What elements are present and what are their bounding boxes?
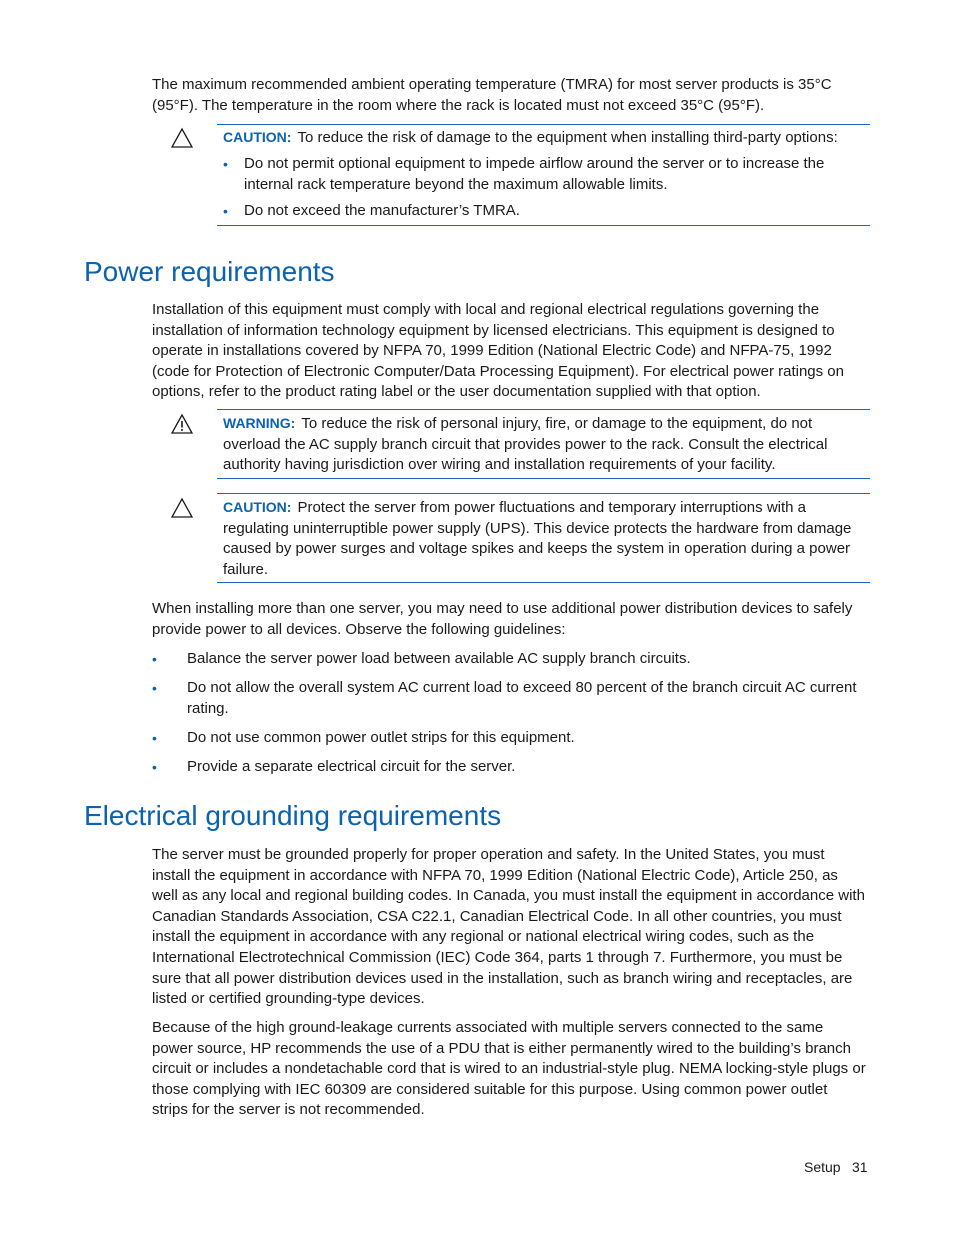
grounding-paragraph-2: Because of the high ground-leakage currents associated with multiple servers connected to the same power source, HP recommends the use of a PDU that is either permanently wired to the building’s branch circuit or includes a nondetachable cord that is wired to an industrial-style plug. NEMA locking-style plugs or those complying with IEC 60309 are considered suitable for this purpose. Using common power outlet strips for the server is not recommended. (152, 1019, 866, 1119)
list-item-text: Do not allow the overall system AC current load to exceed 80 percent of the branch circuit AC current rating. (187, 679, 857, 717)
power-paragraph: Installation of this equipment must comply with local and regional electrical regulations governing the installation of information technology equipment by licensed electricians. This equipment is designed to operate in installations covered by NFPA 70, 1999 Edition (National Electric Code) and NFPA-75, 1992 (code for Protection of Electronic Computer/Data Processing Equipment). For electrical power ratings on options, refer to the product rating label or the user documentation supplied with that option. (152, 301, 844, 401)
caution-body: Protect the server from power fluctuations and temporary interruptions with a regulating uninterruptible power supply (UPS). This device protects the hardware from damage caused by power surges and voltage spikes and keeps the system in operation during a power failure. (223, 499, 852, 578)
bullet-icon: • (152, 730, 157, 746)
bullet-icon: • (223, 156, 228, 172)
caution-text (223, 497, 868, 580)
list-item-text: Do not use common power outlet strips for this equipment. (187, 729, 575, 746)
bullet-icon: • (223, 203, 228, 219)
power-requirements-heading: Power requirements (84, 256, 335, 287)
caution-text (223, 127, 868, 149)
caution-triangle-icon (170, 127, 194, 149)
warning-bottom-rule (217, 478, 870, 479)
list-item-text: Balance the server power load between available AC supply branch circuits. (187, 650, 691, 667)
footer-section-name: Setup (804, 1159, 841, 1175)
grounding-heading: Electrical grounding requirements (84, 800, 502, 831)
caution-top-rule (217, 124, 870, 125)
caution-body: To reduce the risk of damage to the equipment when installing third-party options: (297, 129, 838, 146)
power-guidelines-intro: When installing more than one server, you may need to use additional power distribution devices to safely provide power to all devices. Observe the following guidelines: (152, 600, 853, 638)
bullet-icon: • (152, 651, 157, 667)
caution-top-rule (217, 493, 870, 494)
caution-note-thirdparty (217, 124, 870, 226)
caution-bullet-text: Do not permit optional equipment to impede airflow around the server or to increase the internal rack temperature beyond the maximum allowable limits. (244, 155, 825, 193)
caution-label: CAUTION: (223, 499, 292, 515)
list-item-text: Provide a separate electrical circuit for the server. (187, 758, 516, 775)
warning-text (223, 413, 868, 476)
caution-note-ups (217, 493, 870, 583)
bullet-icon: • (152, 680, 157, 696)
caution-bottom-rule (217, 582, 870, 583)
warning-label: WARNING: (223, 415, 296, 431)
warning-top-rule (217, 409, 870, 410)
list-item (152, 649, 872, 671)
footer-page-number: 31 (852, 1159, 868, 1175)
caution-triangle-icon (170, 497, 194, 519)
intro-paragraph: The maximum recommended ambient operating temperature (TMRA) for most server products is 35°C (95°F). The temperature in the room where the rack is located must not exceed 35°C (95°F). (152, 76, 832, 114)
warning-triangle-icon (170, 413, 194, 435)
grounding-paragraph-1: The server must be grounded properly for proper operation and safety. In the United States, you must install the equipment in accordance with NFPA 70, 1999 Edition (National Electric Code), Article 250, as well as any local and regional building codes. In Canada, you must install the equipment in accordance with Canadian Standards Association, CSA C22.1, Canadian Electrical Code. In all other countries, you must install the equipment in accordance with any regional or national electrical wiring codes, such as the International Electrotechnical Commission (IEC) Code 364, parts 1 through 7. Furthermore, you must be sure that all power distribution devices used in the installation, such as branch wiring and receptacles, are listed or certified grounding-type devices. (152, 846, 865, 1008)
list-item (152, 757, 872, 779)
warning-note (217, 409, 870, 480)
caution-bullet-item (223, 201, 863, 222)
caution-bullet-text: Do not exceed the manufacturer’s TMRA. (244, 202, 520, 219)
caution-bullet-item (223, 154, 863, 196)
bullet-icon: • (152, 759, 157, 775)
list-item (152, 728, 872, 750)
warning-body: To reduce the risk of personal injury, fire, or damage to the equipment, do not overload the AC supply branch circuit that provides power to the rack. Consult the electrical authority having jurisdiction over wiring and installation requirements of your facility. (223, 415, 828, 473)
list-item (152, 678, 872, 720)
caution-bottom-rule (217, 225, 870, 226)
caution-label: CAUTION: (223, 129, 292, 145)
